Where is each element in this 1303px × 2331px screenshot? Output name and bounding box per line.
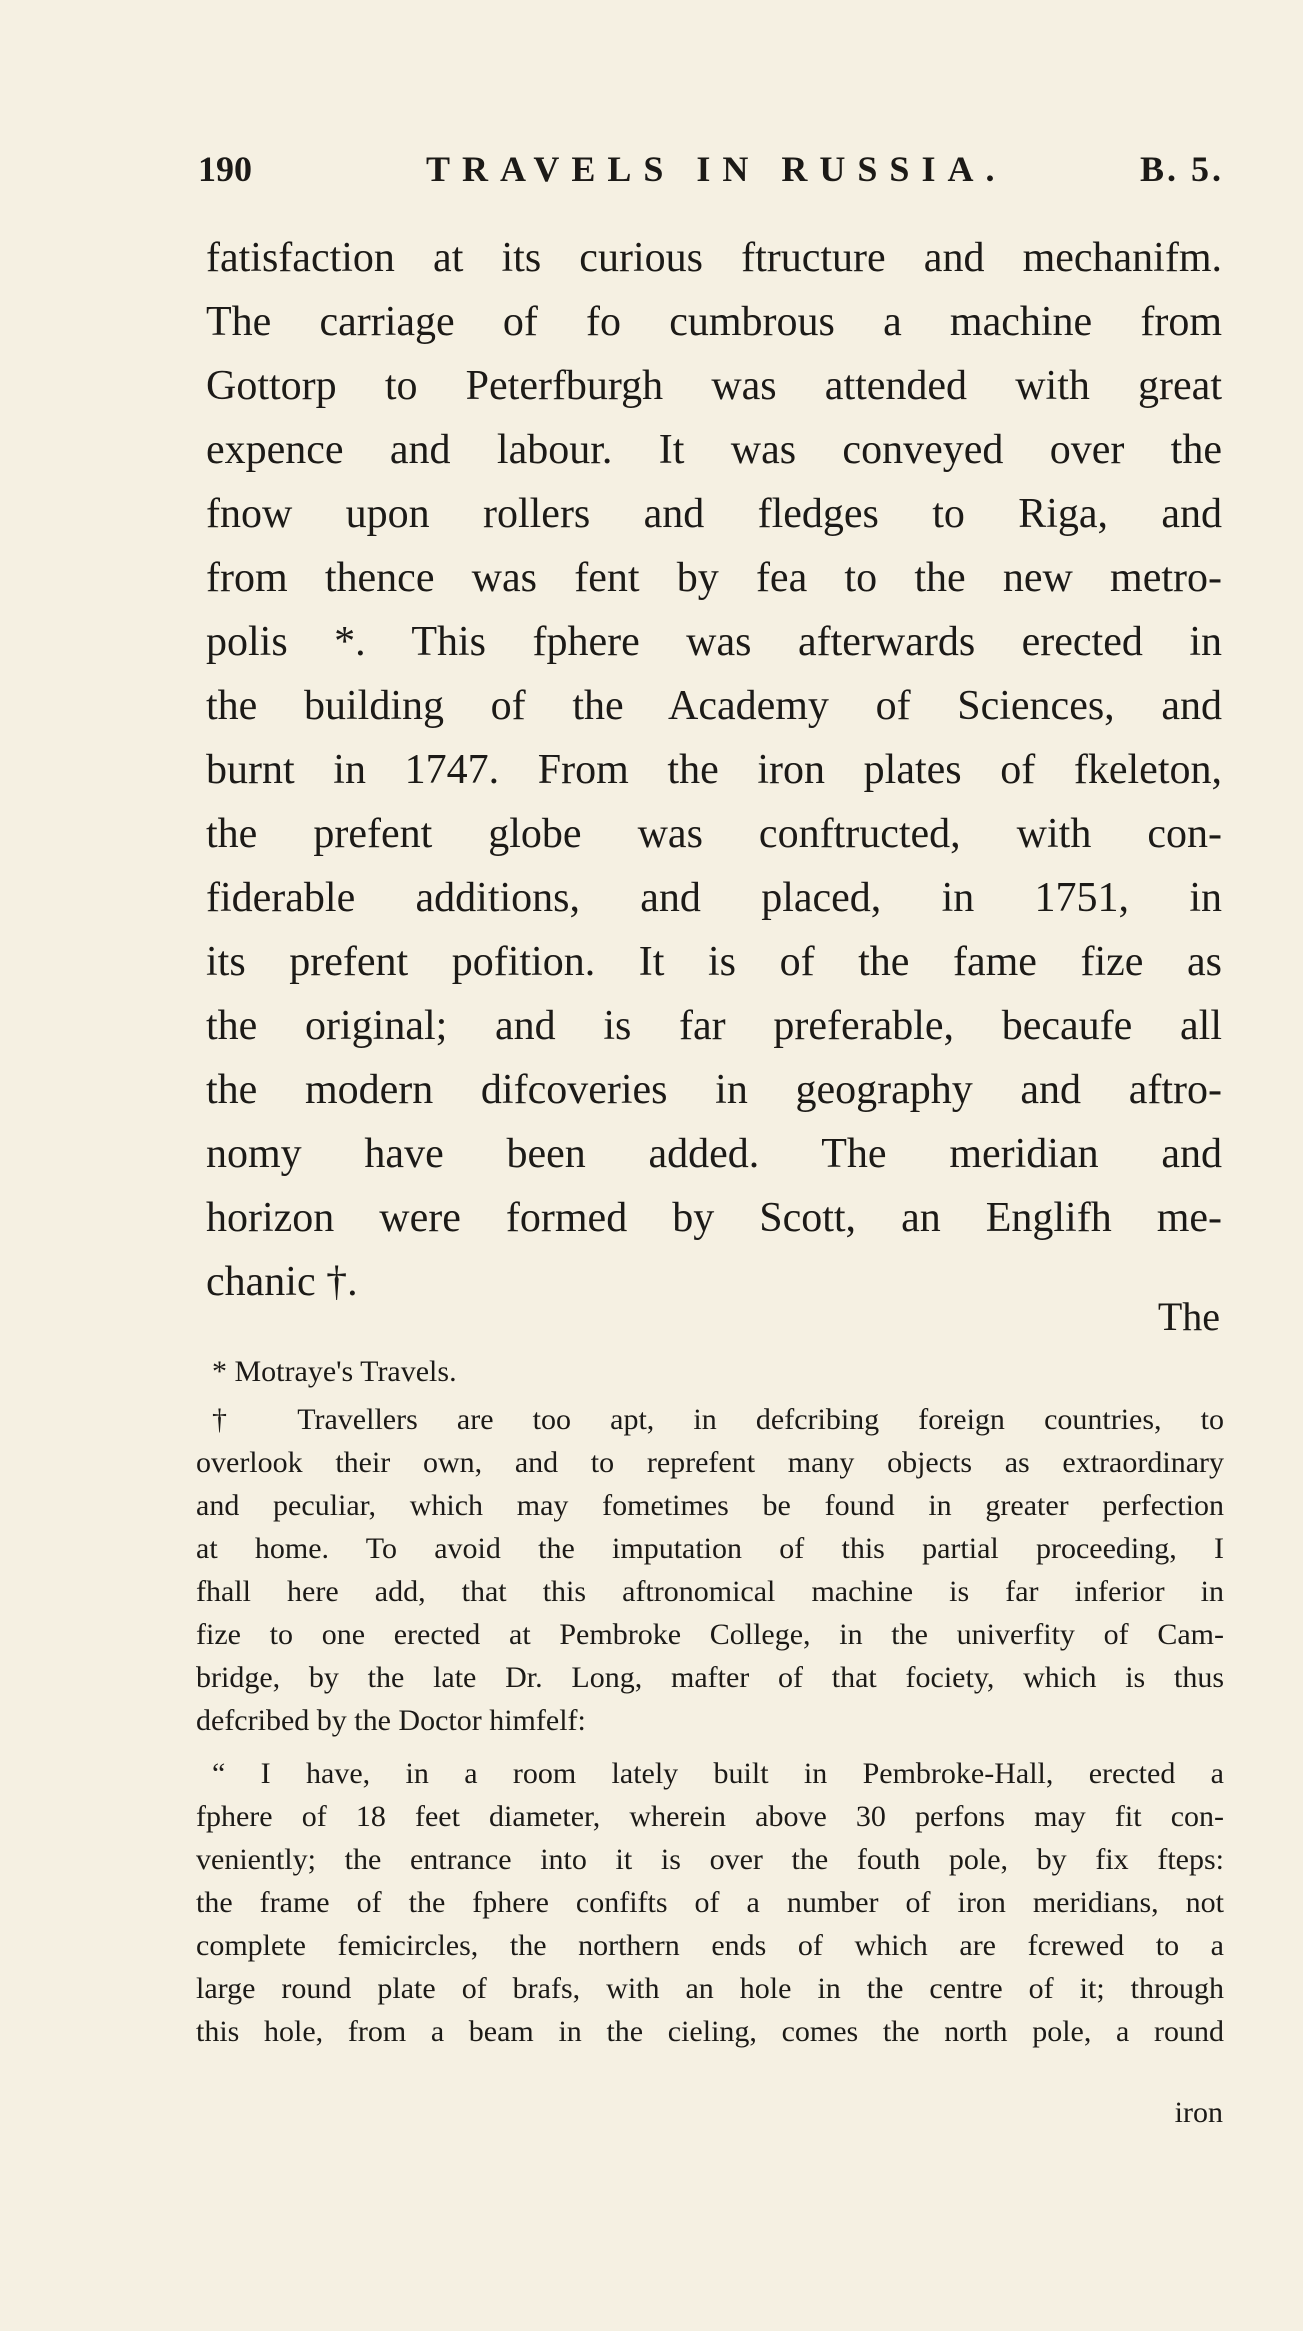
footnote-catchword: iron	[1174, 2096, 1223, 2129]
body-line: the building of the Academy of Sciences, and	[206, 683, 1222, 729]
body-line: Gottorp to Peterfburgh was attended with great	[206, 363, 1222, 409]
footnote-line: this hole, from a beam in the cieling, comes the north pole, a round	[196, 2015, 1224, 2048]
body-line: The carriage of fo cumbrous a machine from	[206, 299, 1222, 345]
footnote-line: fphere of 18 feet diameter, wherein above 30 perfons may fit con-	[196, 1800, 1224, 1833]
body-line: fnow upon rollers and fledges to Riga, and	[206, 491, 1222, 537]
page-number: 190	[198, 149, 252, 189]
body-line: the modern difcoveries in geography and aftro-	[206, 1067, 1222, 1113]
book-marker: B. 5.	[1139, 149, 1224, 189]
footnote-line: bridge, by the late Dr. Long, mafter of that fociety, which is thus	[196, 1661, 1224, 1694]
footnote-line: at home. To avoid the imputation of this partial proceeding, I	[196, 1532, 1224, 1565]
body-line: chanic †.	[206, 1259, 358, 1305]
body-line: fatisfaction at its curious ftructure and mechanifm.	[206, 235, 1222, 281]
body-line: horizon were formed by Scott, an Englifh me-	[206, 1195, 1222, 1241]
body-line: its prefent pofition. It is of the fame fize as	[206, 939, 1222, 985]
footnote-line: † Travellers are too apt, in defcribing foreign countries, to	[212, 1403, 1224, 1436]
body-line: burnt in 1747. From the iron plates of fkeleton,	[206, 747, 1222, 793]
running-title: TRAVELS IN RUSSIA.	[426, 149, 1007, 189]
footnote-line: the frame of the fphere confifts of a number of iron meridians, not	[196, 1886, 1224, 1919]
footnote-line: and peculiar, which may fometimes be found in greater perfection	[196, 1489, 1224, 1522]
body-line: expence and labour. It was conveyed over the	[206, 427, 1222, 473]
footnote-line: fhall here add, that this aftronomical machine is far inferior in	[196, 1575, 1224, 1608]
body-line: fiderable additions, and placed, in 1751, in	[206, 875, 1222, 921]
body-line: the original; and is far preferable, becaufe all	[206, 1003, 1222, 1049]
footnote-line: large round plate of brafs, with an hole in the centre of it; through	[196, 1972, 1224, 2005]
running-header	[198, 148, 1224, 198]
body-line: the prefent globe was conftructed, with con-	[206, 811, 1222, 857]
footnote-line: complete femicircles, the northern ends of which are fcrewed to a	[196, 1929, 1224, 1962]
footnote-line: defcribed by the Doctor himfelf:	[196, 1704, 586, 1737]
body-line: nomy have been added. The meridian and	[206, 1131, 1222, 1177]
body-line: from thence was fent by fea to the new metro-	[206, 555, 1222, 601]
body-line: polis *. This fphere was afterwards erected in	[206, 619, 1222, 665]
footnote-line: veniently; the entrance into it is over the fouth pole, by fix fteps:	[196, 1843, 1224, 1876]
footnote-line: fize to one erected at Pembroke College, in the univerfity of Cam-	[196, 1618, 1224, 1651]
footnote-line: overlook their own, and to reprefent many objects as extraordinary	[196, 1446, 1224, 1479]
catchword: The	[1157, 1294, 1220, 1339]
footnote-line: “ I have, in a room lately built in Pembroke-Hall, erected a	[212, 1757, 1224, 1790]
footnote-star: * Motraye's Travels.	[212, 1355, 457, 1388]
